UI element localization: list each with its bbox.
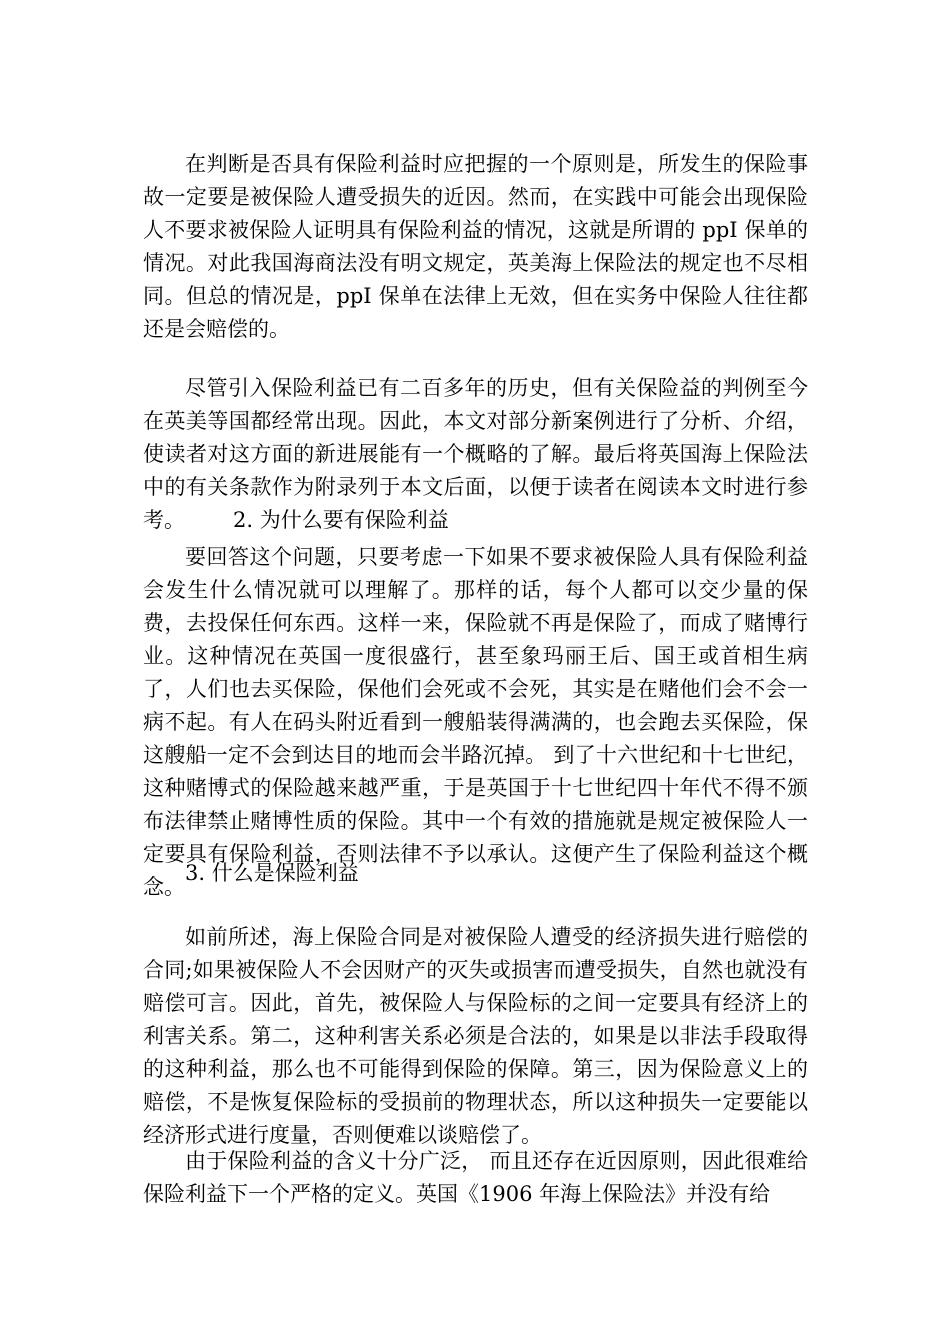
paragraph-why-insurable-interest: 要回答这个问题，只要考虑一下如果不要求被保险人具有保险利益会发生什么情况就可以理解了。那样的话，每个人都可以交少量的保费，去投保任何东西。这样一来，保险就不再是保险了，而成了赌博行业。这种情况在英国一度很盛行，甚至象玛丽王后、国王或首相生病了，人们也去买保险，保他们会死或不会死，其实是在赌他们会不会一病不起。有人在码头附近看到一艘船装得满满的，也会跑去买保险，保这艘船一定不会到达目的地而会半路沉掉。 到了十六世纪和十七世纪，这种赌博式的保险越来越严重，于是英国于十七世纪四十年代不得不颁布法律禁止赌博性质的保险。其中一个有效的措施就是规定被保险人一定要具有保险利益，否则法律不予以承认。这便产生了保险利益这个概念。: [143, 545, 808, 899]
paragraph-introduction-text: 尽管引入保险利益已有二百多年的历史，但有关保险益的判例至今在英美等国都经常出现。因此，本文对部分新案例进行了分析、介绍，使读者对这方面的新进展能有一个概略的了解。最后将英国海上保险法中的有关条款作为附录列于本文后面，以便于读者在阅读本文时进行参考。: [143, 376, 808, 532]
document-page: [143, 0, 808, 1344]
paragraph-ppi-policy: 在判断是否具有保险利益时应把握的一个原则是，所发生的保险事故一定要是被保险人遭受损失的近因。然而，在实践中可能会出现保险人不要求被保险人证明具有保险利益的情况，这就是所谓的 ppI 保单的情况。对此我国海商法没有明文规定，英美海上保险法的规定也不尽相同。但总的情况是，ppI 保单在法律上无效，但在实务中保险人往往都还是会赔偿的。: [143, 152, 808, 341]
paragraph-introduction: [143, 372, 808, 537]
paragraph-definition: 由于保险利益的含义十分广泛， 而且还存在近因原则，因此很难给保险利益下一个严格的定义。英国《1906 年海上保险法》并没有给: [143, 1149, 808, 1206]
section-heading-2: 2. 为什么要有保险利益: [233, 508, 449, 532]
paragraph-what-is-insurable-interest: 如前所述，海上保险合同是对被保险人遭受的经济损失进行赔偿的合同;如果被保险人不会因财产的灭失或损害而遭受损失，自然也就没有赔偿可言。因此，首先，被保险人与保险标的之间一定要具有经济上的利害关系。第二，这种利害关系必须是合法的，如果是以非法手段取得的这种利益，那么也不可能得到保险的保障。第三，因为保险意义上的赔偿，不是恢复保险标的受损前的物理状态，所以这种损失一定要能以经济形式进行度量，否则便难以谈赔偿了。: [143, 925, 808, 1147]
section-heading-3: 3. 什么是保险利益: [185, 861, 359, 885]
